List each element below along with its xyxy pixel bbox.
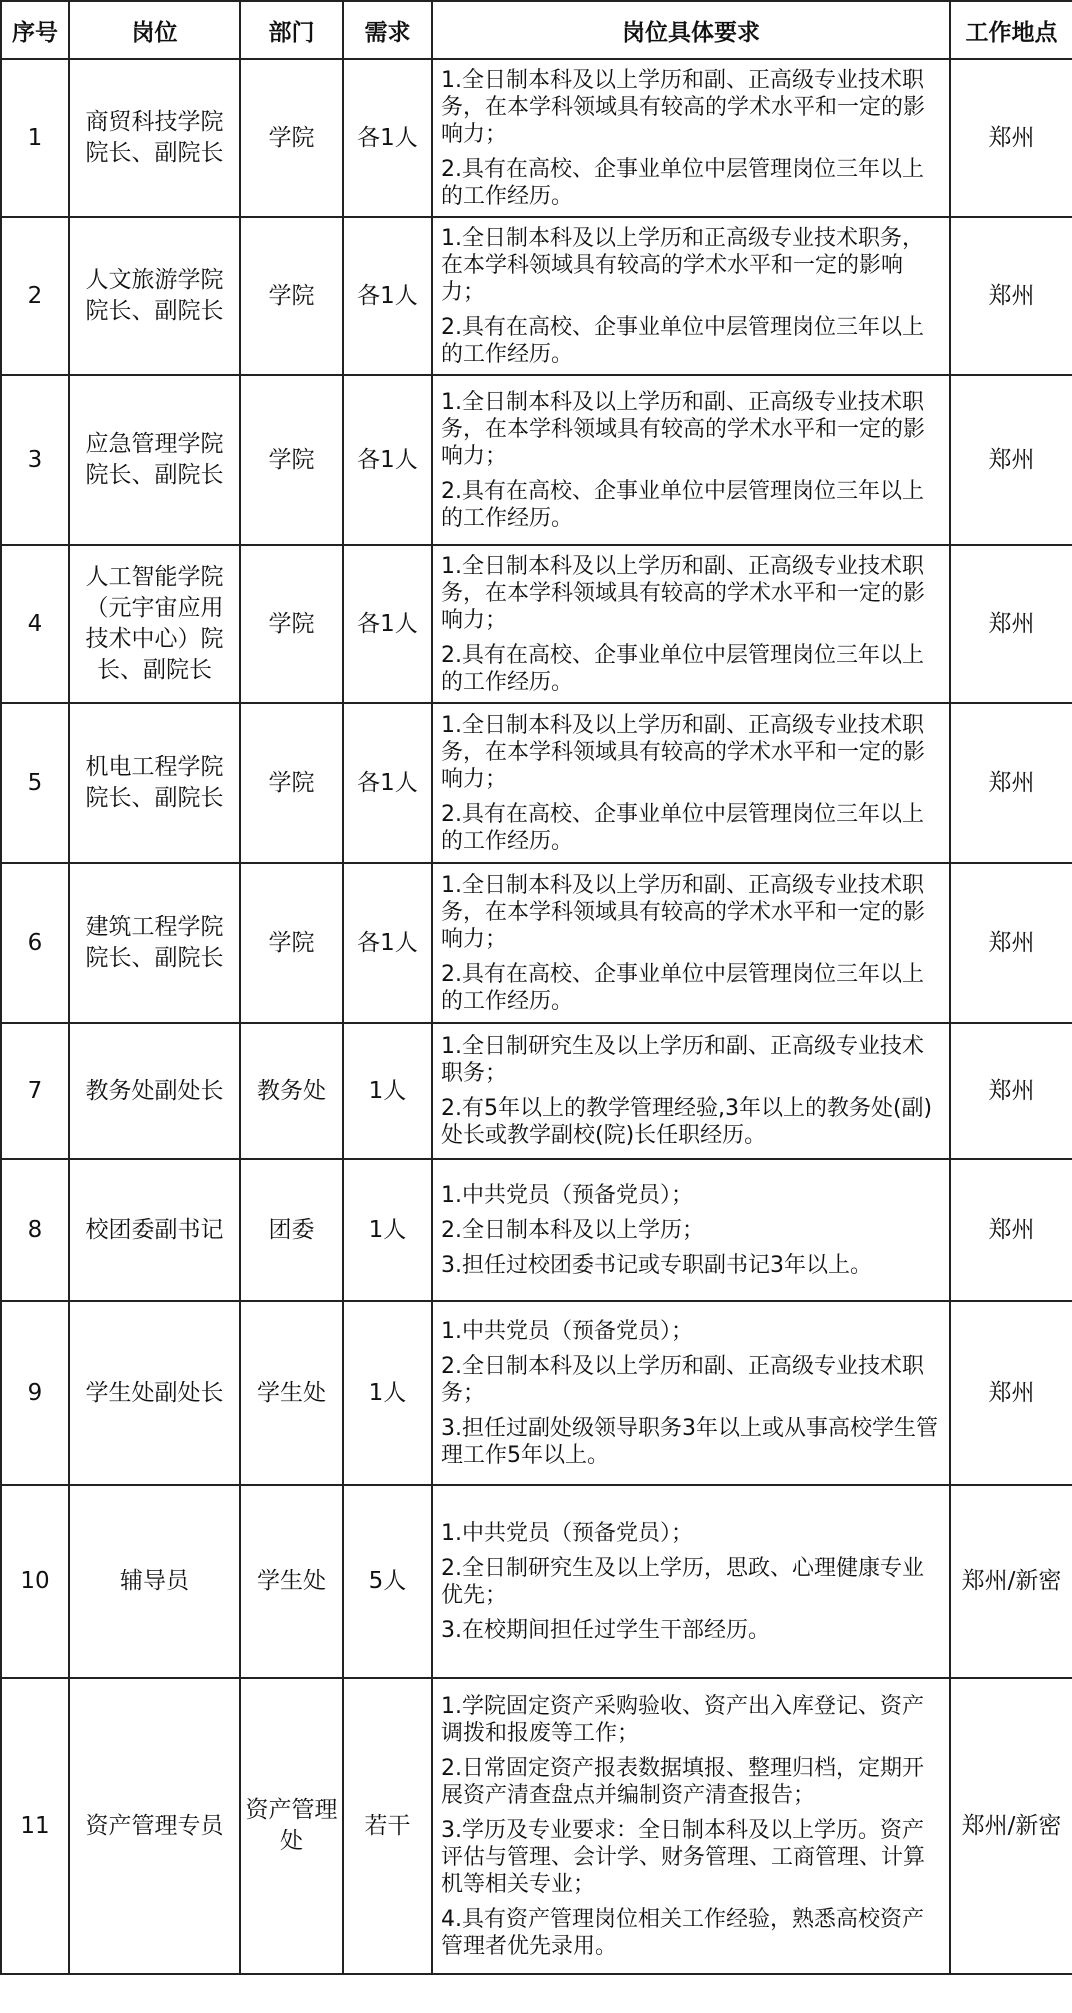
post-name: 机电工程学院院长、副院长 [69, 703, 240, 863]
requirements [432, 1023, 950, 1159]
department: 资产管理处 [240, 1678, 343, 1974]
requirements [432, 217, 950, 375]
table-row [1, 375, 1072, 545]
requirements [432, 1301, 950, 1485]
header-loc: 工作地点 [950, 1, 1072, 59]
requirements [432, 545, 950, 703]
department: 学院 [240, 545, 343, 703]
header-row [1, 1, 1072, 59]
department: 学院 [240, 217, 343, 375]
requirement-item: 1.全日制研究生及以上学历和副、正高级专业技术职务； [441, 1034, 924, 1086]
work-location: 郑州 [950, 1023, 1072, 1159]
requirements [432, 863, 950, 1023]
post-name: 人文旅游学院院长、副院长 [69, 217, 240, 375]
post-name: 应急管理学院院长、副院长 [69, 375, 240, 545]
work-location: 郑州/新密 [950, 1678, 1072, 1974]
requirement-item: 3.学历及专业要求：全日制本科及以上学历。资产评估与管理、会计学、财务管理、工商管理、计算机等相关专业； [441, 1817, 926, 1897]
table-row [1, 1159, 1072, 1301]
requirement-item: 1.全日制本科及以上学历和副、正高级专业技术职务，在本学科领域具有较高的学术水平和一定的影响力； [441, 553, 926, 633]
work-location: 郑州 [950, 1301, 1072, 1485]
row-number: 11 [1, 1678, 69, 1974]
header-dept: 部门 [240, 1, 343, 59]
header-post: 岗位 [69, 1, 240, 59]
department: 学院 [240, 375, 343, 545]
table-row [1, 1678, 1072, 1974]
table-row [1, 1485, 1072, 1678]
requirement-item: 2.具有在高校、企事业单位中层管理岗位三年以上的工作经历。 [441, 314, 924, 367]
row-number: 6 [1, 863, 69, 1023]
requirement-item: 4.具有资产管理岗位相关工作经验，熟悉高校资产管理者优先录用。 [441, 1906, 924, 1959]
department: 团委 [240, 1159, 343, 1301]
requirement-item: 2.具有在高校、企事业单位中层管理岗位三年以上的工作经历。 [441, 156, 924, 209]
requirement-item: 2.具有在高校、企事业单位中层管理岗位三年以上的工作经历。 [441, 801, 924, 854]
post-name: 商贸科技学院院长、副院长 [69, 59, 240, 217]
requirement-item: 3.担任过副处级领导职务3年以上或从事高校学生管理工作5年以上。 [441, 1415, 938, 1468]
requirement-item: 2.全日制本科及以上学历； [441, 1217, 704, 1243]
post-name: 人工智能学院（元宇宙应用技术中心）院长、副院长 [69, 545, 240, 703]
post-name: 资产管理专员 [69, 1678, 240, 1974]
row-number: 4 [1, 545, 69, 703]
row-number: 7 [1, 1023, 69, 1159]
headcount: 各1人 [343, 703, 432, 863]
headcount: 若干 [343, 1678, 432, 1974]
work-location: 郑州 [950, 545, 1072, 703]
headcount: 5人 [343, 1485, 432, 1678]
row-number: 1 [1, 59, 69, 217]
requirement-item: 1.中共党员（预备党员）； [441, 1520, 693, 1546]
requirement-item: 1.全日制本科及以上学历和正高级专业技术职务，在本学科领域具有较高的学术水平和一定的影响力； [441, 225, 924, 305]
work-location: 郑州 [950, 375, 1072, 545]
requirement-item: 1.全日制本科及以上学历和副、正高级专业技术职务，在本学科领域具有较高的学术水平和一定的影响力； [441, 67, 926, 147]
department: 学生处 [240, 1485, 343, 1678]
department: 教务处 [240, 1023, 343, 1159]
requirement-item: 2.具有在高校、企事业单位中层管理岗位三年以上的工作经历。 [441, 961, 924, 1014]
header-reqs: 岗位具体要求 [432, 1, 950, 59]
requirement-item: 2.全日制本科及以上学历和副、正高级专业技术职务； [441, 1353, 924, 1406]
work-location: 郑州 [950, 59, 1072, 217]
headcount: 各1人 [343, 217, 432, 375]
table-row [1, 545, 1072, 703]
row-number: 9 [1, 1301, 69, 1485]
table-row [1, 863, 1072, 1023]
department: 学生处 [240, 1301, 343, 1485]
requirement-item: 2.日常固定资产报表数据填报、整理归档，定期开展资产清查盘点并编制资产清查报告； [441, 1755, 924, 1808]
row-number: 2 [1, 217, 69, 375]
headcount: 各1人 [343, 375, 432, 545]
requirements [432, 703, 950, 863]
row-number: 10 [1, 1485, 69, 1678]
requirement-item: 2.具有在高校、企事业单位中层管理岗位三年以上的工作经历。 [441, 642, 924, 695]
work-location: 郑州 [950, 217, 1072, 375]
requirement-item: 1.全日制本科及以上学历和副、正高级专业技术职务，在本学科领域具有较高的学术水平和一定的影响力； [441, 872, 926, 952]
requirement-item: 2.有5年以上的教学管理经验,3年以上的教务处(副)处长或教学副校(院)长任职经历。 [441, 1096, 933, 1148]
department: 学院 [240, 703, 343, 863]
post-name: 辅导员 [69, 1485, 240, 1678]
requirements [432, 1485, 950, 1678]
department: 学院 [240, 59, 343, 217]
headcount: 各1人 [343, 59, 432, 217]
table-row [1, 1023, 1072, 1159]
requirements [432, 59, 950, 217]
header-need: 需求 [343, 1, 432, 59]
work-location: 郑州 [950, 863, 1072, 1023]
row-number: 8 [1, 1159, 69, 1301]
requirement-item: 1.全日制本科及以上学历和副、正高级专业技术职务，在本学科领域具有较高的学术水平和一定的影响力； [441, 712, 926, 792]
post-name: 学生处副处长 [69, 1301, 240, 1485]
work-location: 郑州/新密 [950, 1485, 1072, 1678]
table-row [1, 1301, 1072, 1485]
requirements [432, 1159, 950, 1301]
requirement-item: 1.学院固定资产采购验收、资产出入库登记、资产调拨和报废等工作； [441, 1693, 924, 1746]
headcount: 各1人 [343, 545, 432, 703]
requirements [432, 375, 950, 545]
header-no: 序号 [1, 1, 69, 59]
requirement-item: 1.全日制本科及以上学历和副、正高级专业技术职务，在本学科领域具有较高的学术水平和一定的影响力； [441, 389, 926, 469]
requirements [432, 1678, 950, 1974]
headcount: 1人 [343, 1023, 432, 1159]
requirement-item: 3.在校期间担任过学生干部经历。 [441, 1617, 770, 1643]
table-row [1, 59, 1072, 217]
requirement-item: 3.担任过校团委书记或专职副书记3年以上。 [441, 1252, 872, 1278]
work-location: 郑州 [950, 703, 1072, 863]
row-number: 3 [1, 375, 69, 545]
requirement-item: 1.中共党员（预备党员）； [441, 1182, 693, 1208]
requirement-item: 1.中共党员（预备党员）； [441, 1318, 693, 1344]
post-name: 教务处副处长 [69, 1023, 240, 1159]
headcount: 1人 [343, 1159, 432, 1301]
headcount: 各1人 [343, 863, 432, 1023]
post-name: 建筑工程学院院长、副院长 [69, 863, 240, 1023]
headcount: 1人 [343, 1301, 432, 1485]
department: 学院 [240, 863, 343, 1023]
requirement-item: 2.全日制研究生及以上学历，思政、心理健康专业优先； [441, 1555, 924, 1608]
table-row [1, 217, 1072, 375]
work-location: 郑州 [950, 1159, 1072, 1301]
post-name: 校团委副书记 [69, 1159, 240, 1301]
row-number: 5 [1, 703, 69, 863]
table-row [1, 703, 1072, 863]
requirement-item: 2.具有在高校、企事业单位中层管理岗位三年以上的工作经历。 [441, 478, 924, 531]
